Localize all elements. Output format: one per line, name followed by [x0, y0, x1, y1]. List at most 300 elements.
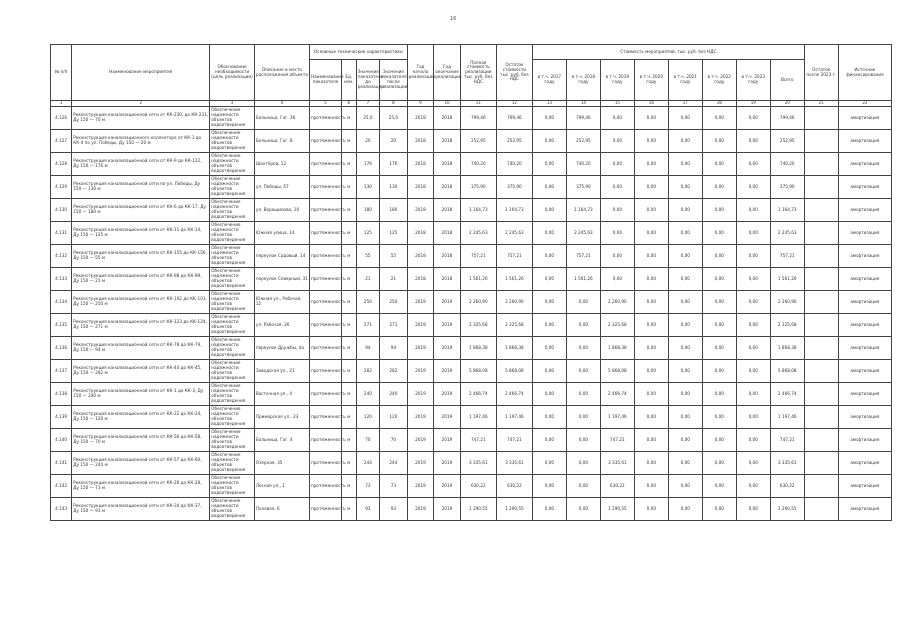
row-year-cost: 0,00 — [668, 360, 702, 383]
row-year-cost: 1 164,73 — [566, 199, 600, 222]
table-row — [51, 176, 892, 199]
row-param: протяженность — [310, 107, 342, 130]
row-year-cost: 0,00 — [532, 153, 566, 176]
row-value-after: 25,0 — [380, 107, 408, 130]
row-remaining-after — [804, 475, 838, 498]
row-year-start: 2018 — [407, 199, 434, 222]
row-year-cost: 375,90 — [566, 176, 600, 199]
header-total-cost: Полная стоимость реализации тыс. руб. без НДС — [460, 45, 496, 101]
row-remaining-after — [804, 222, 838, 245]
row-year-cost: 0,00 — [634, 314, 668, 337]
row-param: протяженность — [310, 475, 342, 498]
row-sum: 3 335,61 — [770, 452, 804, 475]
row-value-before: 240 — [356, 383, 379, 406]
row-remaining-cost: 375,90 — [496, 176, 532, 199]
row-year-cost: 0,00 — [634, 153, 668, 176]
header-total: Всего — [770, 60, 804, 101]
row-unit: м — [341, 475, 356, 498]
row-year-cost: 0,00 — [702, 406, 736, 429]
row-sum: 1 561,26 — [770, 268, 804, 291]
row-remaining-cost: 252,95 — [496, 130, 532, 153]
row-number: 4.138 — [51, 383, 72, 406]
row-year-cost: 0,00 — [634, 291, 668, 314]
row-total-cost: 1 561,26 — [460, 268, 496, 291]
row-number: 4.130 — [51, 199, 72, 222]
column-number: 19 — [736, 101, 770, 107]
row-year-cost: 0,00 — [566, 498, 600, 521]
row-unit: м — [341, 245, 356, 268]
row-year-cost: 0,00 — [634, 383, 668, 406]
row-unit: м — [341, 337, 356, 360]
row-name: Реконструкция канализационной сети от КК-1 до КК-3, Ду 150 — 240 м — [72, 383, 210, 406]
row-number: 4.126 — [51, 107, 72, 130]
row-year-cost: 0,00 — [736, 498, 770, 521]
row-location: Больница, Гаг. 4 — [254, 429, 309, 452]
row-total-cost: 757,21 — [460, 245, 496, 268]
row-year-cost: 0,00 — [634, 130, 668, 153]
row-sum: 2 245,63 — [770, 222, 804, 245]
row-year-cost: 0,00 — [702, 222, 736, 245]
row-year-cost: 0,00 — [566, 314, 600, 337]
row-year-end: 2018 — [434, 130, 461, 153]
row-name: Реконструкция канализационной сети по ул. Победы, Ду 150 — 130 м — [72, 176, 210, 199]
row-location: Больница, Гаг. 36 — [254, 107, 309, 130]
row-justification: Обеспечение надежности объектов водоотведения — [210, 107, 255, 130]
row-year-cost: 0,00 — [532, 107, 566, 130]
row-total-cost: 799,46 — [460, 107, 496, 130]
row-year-cost: 2 245,63 — [566, 222, 600, 245]
row-remaining-after — [804, 337, 838, 360]
row-sum: 747,21 — [770, 429, 804, 452]
row-total-cost: 3 335,61 — [460, 452, 496, 475]
row-year-cost: 0,00 — [736, 360, 770, 383]
row-year-cost: 0,00 — [634, 222, 668, 245]
row-year-cost: 0,00 — [634, 268, 668, 291]
row-sum: 1 197,46 — [770, 406, 804, 429]
row-year-end: 2018 — [434, 268, 461, 291]
row-justification: Обеспечение надежности объектов водоотведения — [210, 337, 255, 360]
row-remaining-cost: 2 260,90 — [496, 291, 532, 314]
row-year-cost: 0,00 — [736, 314, 770, 337]
row-year-cost: 0,00 — [702, 360, 736, 383]
table-row — [51, 245, 892, 268]
row-remaining-after — [804, 268, 838, 291]
row-value-before: 93 — [356, 498, 379, 521]
row-unit: м — [341, 199, 356, 222]
row-year-end: 2018 — [434, 199, 461, 222]
row-year-cost: 0,00 — [634, 176, 668, 199]
row-year-cost: 0,00 — [532, 337, 566, 360]
row-value-after: 21 — [380, 268, 408, 291]
row-year-cost: 0,00 — [600, 107, 634, 130]
table-row — [51, 452, 892, 475]
row-year-cost: 799,46 — [566, 107, 600, 130]
row-justification: Обеспечение надежности объектов водоотведения — [210, 475, 255, 498]
column-number: 15 — [600, 101, 634, 107]
row-year-start: 2018 — [407, 107, 434, 130]
row-year-start: 2018 — [407, 268, 434, 291]
row-year-cost: 0,00 — [702, 383, 736, 406]
row-year-cost: 0,00 — [566, 429, 600, 452]
row-justification: Обеспечение надежности объектов водоотведения — [210, 176, 255, 199]
column-number: 8 — [380, 101, 408, 107]
row-source: амортизация — [838, 291, 891, 314]
row-year-cost: 0,00 — [532, 176, 566, 199]
row-value-after: 125 — [380, 222, 408, 245]
row-year-cost: 0,00 — [702, 452, 736, 475]
row-year-end: 2019 — [434, 475, 461, 498]
row-name: Реконструкция канализационной сети от КК-230, до КК-231, Ду 150 — 70 м — [72, 107, 210, 130]
row-sum: 2 466,74 — [770, 383, 804, 406]
row-value-before: 176 — [356, 153, 379, 176]
investment-table — [50, 44, 892, 521]
row-location: Восточная ул., 4 — [254, 383, 309, 406]
row-name: Реконструкция канализационного коллектора от КК-1 до КК-4 по ул. Победы, Ду 150 — 20 м — [72, 130, 210, 153]
row-source: амортизация — [838, 314, 891, 337]
row-remaining-after — [804, 245, 838, 268]
table-row — [51, 314, 892, 337]
row-year-start: 2019 — [407, 498, 434, 521]
row-year-cost: 0,00 — [600, 199, 634, 222]
row-year-start: 2018 — [407, 130, 434, 153]
column-number: 9 — [407, 101, 434, 107]
row-year-start: 2019 — [407, 314, 434, 337]
row-value-after: 130 — [380, 176, 408, 199]
row-value-after: 55 — [380, 245, 408, 268]
row-year-end: 2018 — [434, 245, 461, 268]
row-name: Реконструкция канализационной сети от КК-78 до КК-79, Ду 150 — 94 м — [72, 337, 210, 360]
row-value-before: 120 — [356, 406, 379, 429]
row-year-cost: 0,00 — [702, 337, 736, 360]
row-number: 4.132 — [51, 245, 72, 268]
row-year-cost: 0,00 — [532, 268, 566, 291]
row-sum: 5 868,08 — [770, 360, 804, 383]
row-year-end: 2019 — [434, 429, 461, 452]
row-year-cost: 0,00 — [566, 406, 600, 429]
row-justification: Обеспечение надежности объектов водоотведения — [210, 383, 255, 406]
row-location: Полевая, 6 — [254, 498, 309, 521]
row-param: протяженность — [310, 452, 342, 475]
row-year-cost: 0,00 — [668, 291, 702, 314]
row-year-cost: 0,00 — [634, 406, 668, 429]
row-source: амортизация — [838, 406, 891, 429]
row-location: Больница, Гаг. 8 — [254, 130, 309, 153]
header-year-2021: в т.ч. 2021 году — [668, 60, 702, 101]
column-number: 5 — [310, 101, 342, 107]
row-value-before: 271 — [356, 314, 379, 337]
column-number: 14 — [566, 101, 600, 107]
row-year-cost: 0,00 — [736, 107, 770, 130]
row-unit: м — [341, 360, 356, 383]
row-remaining-cost: 2 466,74 — [496, 383, 532, 406]
row-year-cost: 0,00 — [532, 314, 566, 337]
row-param: протяженность — [310, 153, 342, 176]
row-year-cost: 0,00 — [600, 153, 634, 176]
row-remaining-cost: 1 197,46 — [496, 406, 532, 429]
row-year-cost: 0,00 — [736, 337, 770, 360]
row-year-cost: 0,00 — [566, 337, 600, 360]
row-remaining-after — [804, 199, 838, 222]
row-year-cost: 0,00 — [634, 337, 668, 360]
header-year-2019: в т.ч. 2019 году — [600, 60, 634, 101]
row-year-cost: 0,00 — [702, 291, 736, 314]
row-year-cost: 0,00 — [634, 429, 668, 452]
header-remaining-after: Остаток после 2023 г. — [804, 45, 838, 101]
table-row — [51, 107, 892, 130]
row-sum: 1 290,55 — [770, 498, 804, 521]
row-remaining-after — [804, 107, 838, 130]
row-year-cost: 0,00 — [532, 452, 566, 475]
column-number: 3 — [210, 101, 255, 107]
row-number: 4.135 — [51, 314, 72, 337]
row-year-cost: 0,00 — [668, 107, 702, 130]
row-location: Лесная ул., 1 — [254, 475, 309, 498]
row-total-cost: 2 325,68 — [460, 314, 496, 337]
row-source: амортизация — [838, 337, 891, 360]
row-year-cost: 0,00 — [736, 199, 770, 222]
header-group-cost: Стоимость мероприятий, тыс. руб. без НДС — [532, 45, 804, 60]
row-unit: м — [341, 498, 356, 521]
row-year-start: 2018 — [407, 222, 434, 245]
row-location: переулок Садовый, 14 — [254, 245, 309, 268]
row-name: Реконструкция канализационной сети от КК-26 до КК-28, Ду 150 — 73 м — [72, 475, 210, 498]
row-year-cost: 0,00 — [736, 291, 770, 314]
row-justification: Обеспечение надежности объектов водоотведения — [210, 498, 255, 521]
row-year-cost: 0,00 — [736, 475, 770, 498]
row-remaining-after — [804, 429, 838, 452]
row-name: Реконструкция канализационной сети от КК-56 до КК-58, Ду 150 — 70 м — [72, 429, 210, 452]
row-year-cost: 0,00 — [532, 383, 566, 406]
row-remaining-after — [804, 130, 838, 153]
header-num: № п/п — [51, 45, 72, 101]
row-unit: м — [341, 222, 356, 245]
row-sum: 1 868,38 — [770, 337, 804, 360]
row-year-cost: 0,00 — [600, 176, 634, 199]
row-name: Реконструкция канализационной сети от КК-9 до КК-122, Ду 150 — 176 м — [72, 153, 210, 176]
row-value-after: 93 — [380, 498, 408, 521]
table-row — [51, 268, 892, 291]
row-year-cost: 0,00 — [702, 153, 736, 176]
row-year-cost: 0,00 — [668, 337, 702, 360]
row-year-start: 2018 — [407, 245, 434, 268]
row-year-cost: 0,00 — [736, 245, 770, 268]
row-sum: 757,21 — [770, 245, 804, 268]
row-year-start: 2019 — [407, 337, 434, 360]
row-source: амортизация — [838, 429, 891, 452]
row-total-cost: 1 868,38 — [460, 337, 496, 360]
row-number: 4.141 — [51, 452, 72, 475]
row-unit: м — [341, 130, 356, 153]
row-year-cost: 0,00 — [702, 199, 736, 222]
table-row — [51, 291, 892, 314]
row-year-end: 2019 — [434, 498, 461, 521]
row-year-start: 2019 — [407, 429, 434, 452]
header-unit-label: Наименование показателя — [310, 60, 342, 101]
row-year-start: 2018 — [407, 176, 434, 199]
row-year-cost: 0,00 — [668, 406, 702, 429]
table-row — [51, 498, 892, 521]
row-year-cost: 0,00 — [702, 245, 736, 268]
column-number: 12 — [496, 101, 532, 107]
row-year-cost: 3 335,61 — [600, 452, 634, 475]
row-value-after: 250 — [380, 291, 408, 314]
row-year-start: 2019 — [407, 383, 434, 406]
row-year-cost: 252,95 — [566, 130, 600, 153]
row-value-before: 55 — [356, 245, 379, 268]
row-total-cost: 2 466,74 — [460, 383, 496, 406]
row-remaining-after — [804, 176, 838, 199]
row-unit: м — [341, 291, 356, 314]
row-location: Заводская ул., 21 — [254, 360, 309, 383]
row-value-before: 21 — [356, 268, 379, 291]
row-year-cost: 0,00 — [600, 268, 634, 291]
row-year-cost: 0,00 — [566, 360, 600, 383]
row-value-after: 20 — [380, 130, 408, 153]
row-remaining-after — [804, 383, 838, 406]
row-unit: м — [341, 452, 356, 475]
row-location: Приморская ул., 23 — [254, 406, 309, 429]
row-unit: м — [341, 406, 356, 429]
row-total-cost: 1 164,73 — [460, 199, 496, 222]
row-total-cost: 5 868,08 — [460, 360, 496, 383]
row-value-after: 240 — [380, 383, 408, 406]
row-remaining-cost: 757,21 — [496, 245, 532, 268]
row-location: ул. Победы, 57 — [254, 176, 309, 199]
row-year-cost: 0,00 — [668, 245, 702, 268]
row-param: протяженность — [310, 383, 342, 406]
row-year-cost: 0,00 — [566, 291, 600, 314]
row-value-before: 20 — [356, 130, 379, 153]
row-param: протяженность — [310, 337, 342, 360]
row-year-cost: 0,00 — [736, 383, 770, 406]
header-name: Наименование мероприятия — [72, 45, 210, 101]
header-source: Источник финансирования — [838, 45, 891, 101]
row-value-after: 94 — [380, 337, 408, 360]
row-year-end: 2019 — [434, 337, 461, 360]
row-year-start: 2019 — [407, 452, 434, 475]
row-year-cost: 0,00 — [532, 360, 566, 383]
row-source: амортизация — [838, 383, 891, 406]
column-number: 7 — [356, 101, 379, 107]
row-value-before: 282 — [356, 360, 379, 383]
row-remaining-after — [804, 314, 838, 337]
column-number: 22 — [838, 101, 891, 107]
column-number: 21 — [804, 101, 838, 107]
column-number: 17 — [668, 101, 702, 107]
row-remaining-cost: 1 868,38 — [496, 337, 532, 360]
column-number: 16 — [634, 101, 668, 107]
row-name: Реконструкция канализационной сети от КК-155 до КК-156, Ду 150 — 55 м — [72, 245, 210, 268]
column-number: 13 — [532, 101, 566, 107]
row-source: амортизация — [838, 199, 891, 222]
row-number: 4.133 — [51, 268, 72, 291]
row-value-before: 70 — [356, 429, 379, 452]
row-total-cost: 1 290,55 — [460, 498, 496, 521]
table-row — [51, 153, 892, 176]
row-value-after: 180 — [380, 199, 408, 222]
row-name: Реконструкция канализационной сети от КК-6 до КК-17, Ду 150 — 180 м — [72, 199, 210, 222]
table-row — [51, 429, 892, 452]
row-name: Реконструкция канализационной сети от КК-57 до КК-60, Ду 150 — 244 м — [72, 452, 210, 475]
row-year-cost: 630,22 — [600, 475, 634, 498]
row-remaining-cost: 799,46 — [496, 107, 532, 130]
row-number: 4.143 — [51, 498, 72, 521]
row-value-before: 244 — [356, 452, 379, 475]
column-number: 1 — [51, 101, 72, 107]
row-year-cost: 0,00 — [702, 268, 736, 291]
row-year-cost: 0,00 — [668, 314, 702, 337]
row-year-cost: 0,00 — [702, 107, 736, 130]
row-justification: Обеспечение надежности объектов водоотведения — [210, 291, 255, 314]
row-justification: Обеспечение надежности объектов водоотведения — [210, 222, 255, 245]
row-year-cost: 0,00 — [532, 475, 566, 498]
row-location: ул. Рабочая, 26 — [254, 314, 309, 337]
row-total-cost: 2 260,90 — [460, 291, 496, 314]
row-number: 4.128 — [51, 153, 72, 176]
row-name: Реконструкция канализационной сети от КК-98 до КК-99, Ду 150 — 21 м — [72, 268, 210, 291]
row-value-after: 271 — [380, 314, 408, 337]
row-number: 4.136 — [51, 337, 72, 360]
row-source: амортизация — [838, 360, 891, 383]
row-year-cost: 0,00 — [702, 498, 736, 521]
row-year-start: 2019 — [407, 291, 434, 314]
row-year-end: 2019 — [434, 291, 461, 314]
row-total-cost: 375,90 — [460, 176, 496, 199]
row-value-after: 176 — [380, 153, 408, 176]
row-value-before: 125 — [356, 222, 379, 245]
header-description: Описание и место расположения объекта — [254, 45, 309, 101]
table-row — [51, 130, 892, 153]
table-row — [51, 383, 892, 406]
row-remaining-cost: 630,22 — [496, 475, 532, 498]
table-row — [51, 406, 892, 429]
row-justification: Обеспечение надежности объектов водоотведения — [210, 452, 255, 475]
row-value-after: 70 — [380, 429, 408, 452]
row-value-before: 250 — [356, 291, 379, 314]
row-remaining-cost: 1 164,73 — [496, 199, 532, 222]
row-total-cost: 740,20 — [460, 153, 496, 176]
row-justification: Обеспечение надежности объектов водоотведения — [210, 245, 255, 268]
row-year-cost: 0,00 — [532, 291, 566, 314]
row-total-cost: 747,21 — [460, 429, 496, 452]
row-year-cost: 2 466,74 — [600, 383, 634, 406]
row-year-cost: 0,00 — [702, 475, 736, 498]
row-sum: 1 164,73 — [770, 199, 804, 222]
row-year-cost: 0,00 — [668, 498, 702, 521]
row-year-cost: 0,00 — [702, 176, 736, 199]
row-source: амортизация — [838, 475, 891, 498]
row-year-cost: 0,00 — [668, 130, 702, 153]
column-number: 2 — [72, 101, 210, 107]
row-sum: 2 260,90 — [770, 291, 804, 314]
table-row — [51, 360, 892, 383]
row-source: амортизация — [838, 222, 891, 245]
header-year-end: Год окончания реализации — [434, 45, 461, 101]
row-year-cost: 0,00 — [736, 406, 770, 429]
row-year-cost: 0,00 — [532, 222, 566, 245]
row-name: Реконструкция канализационной сети от КК-44 до КК-45, Ду 150 — 282 м — [72, 360, 210, 383]
row-justification: Обеспечение надежности объектов водоотведения — [210, 406, 255, 429]
row-justification: Обеспечение надежности объектов водоотведения — [210, 268, 255, 291]
row-remaining-cost: 1 290,55 — [496, 498, 532, 521]
row-remaining-cost: 2 245,63 — [496, 222, 532, 245]
row-total-cost: 2 245,63 — [460, 222, 496, 245]
row-year-cost: 757,21 — [566, 245, 600, 268]
header-value-before: Значение показателя до реализации — [356, 60, 379, 101]
row-year-start: 2019 — [407, 406, 434, 429]
row-year-cost: 0,00 — [566, 383, 600, 406]
row-remaining-cost: 2 325,68 — [496, 314, 532, 337]
